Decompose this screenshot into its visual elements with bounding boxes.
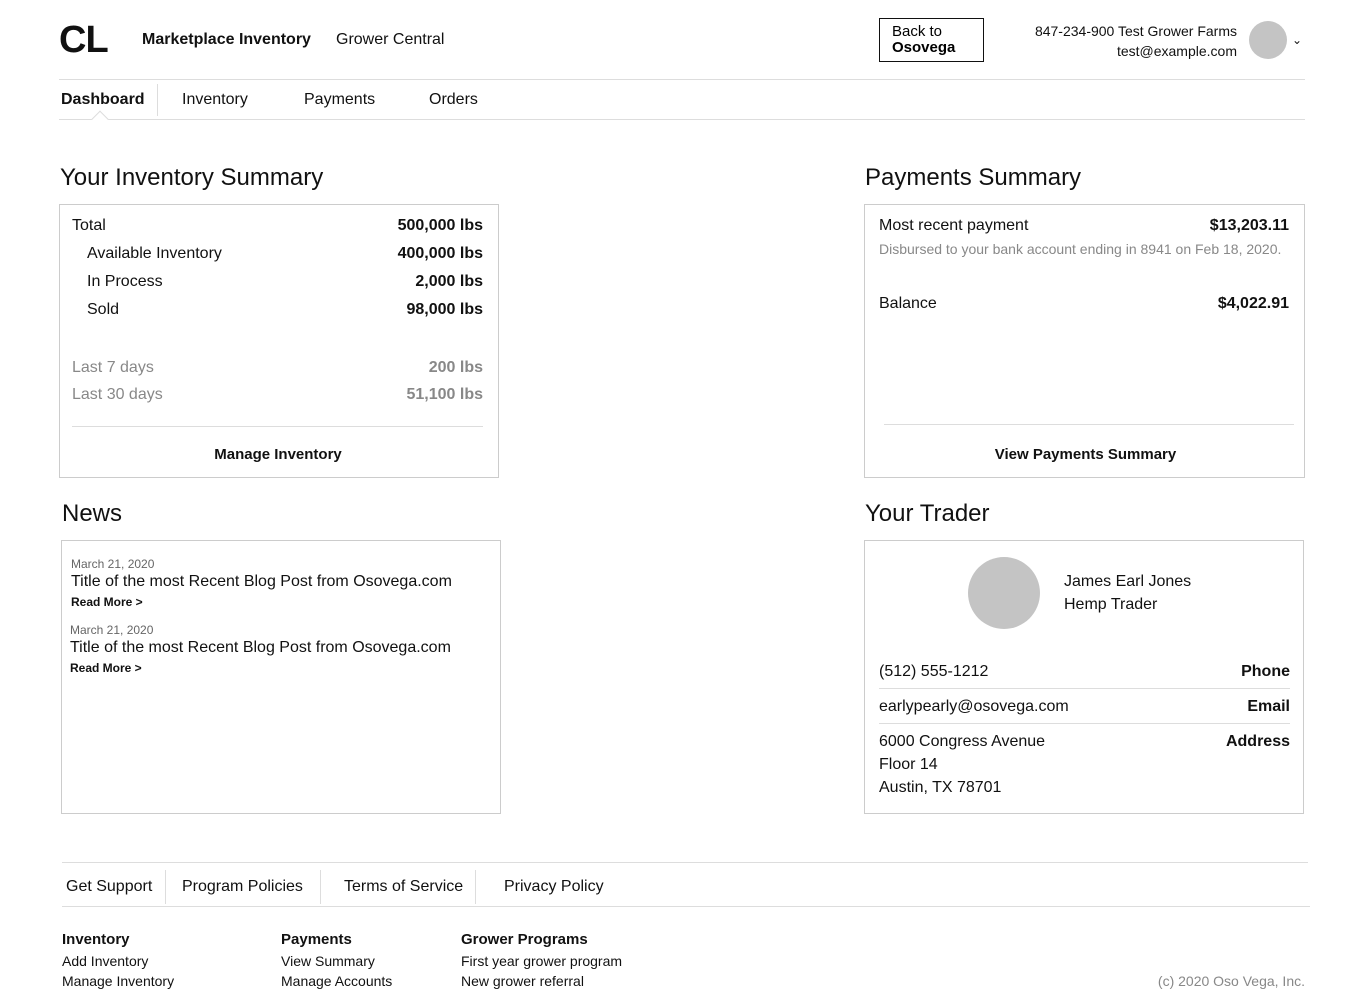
footer-view-summary[interactable]: View Summary [281, 953, 375, 969]
total-label: Total [72, 217, 106, 234]
chevron-down-icon[interactable]: ⌄ [1292, 33, 1303, 47]
footer-privacy-policy[interactable]: Privacy Policy [504, 878, 604, 895]
news-title: News [62, 500, 123, 527]
footer-terms-of-service[interactable]: Terms of Service [344, 878, 464, 895]
in-process-value: 2,000 lbs [415, 273, 483, 290]
read-more-link[interactable]: Read More > [70, 661, 142, 675]
in-process-label: In Process [87, 273, 163, 290]
trader-card [864, 540, 1304, 814]
last-30-days-label: Last 30 days [72, 386, 163, 403]
total-value: 500,000 lbs [397, 217, 483, 234]
footer-col-payments-heading: Payments [281, 931, 352, 948]
view-payments-summary-link[interactable]: View Payments Summary [994, 446, 1177, 463]
trader-phone[interactable]: (512) 555-1212 [879, 663, 989, 680]
footer-col-inventory-heading: Inventory [62, 931, 130, 948]
trader-role: Hemp Trader [1064, 596, 1158, 613]
payments-summary-title: Payments Summary [865, 164, 1082, 191]
balance-label: Balance [879, 295, 937, 312]
copyright: (c) 2020 Oso Vega, Inc. [1157, 973, 1305, 989]
address-label: Address [1225, 733, 1290, 750]
trader-address-line3: Austin, TX 78701 [879, 779, 1002, 796]
tab-separator [157, 84, 158, 116]
news-date: March 21, 2020 [70, 623, 154, 637]
available-inventory-value: 400,000 lbs [397, 245, 483, 262]
account-info [1035, 21, 1237, 61]
tab-dashboard[interactable]: Dashboard [61, 91, 145, 108]
recent-payment-label: Most recent payment [879, 217, 1029, 234]
footer-divider-top [62, 862, 1308, 863]
sold-label: Sold [87, 301, 120, 318]
news-item-title[interactable]: Title of the most Recent Blog Post from Osovega.com [70, 639, 451, 656]
recent-payment-value: $13,203.11 [1209, 217, 1289, 234]
sold-value: 98,000 lbs [406, 301, 483, 318]
footer-separator [165, 870, 166, 904]
logo[interactable]: CL [59, 19, 108, 61]
news-card [61, 540, 501, 814]
footer-manage-inventory[interactable]: Manage Inventory [62, 973, 175, 989]
back-button-line1: Back to [892, 23, 943, 40]
trader-row-divider [879, 723, 1290, 724]
footer-add-inventory[interactable]: Add Inventory [62, 953, 149, 969]
footer-col-grower-programs-heading: Grower Programs [461, 931, 588, 948]
nav-marketplace-inventory[interactable]: Marketplace Inventory [142, 31, 311, 48]
trader-avatar [968, 557, 1040, 629]
footer-divider-bottom [62, 906, 1310, 907]
news-date: March 21, 2020 [71, 557, 155, 571]
footer-new-grower-referral[interactable]: New grower referral [461, 973, 584, 989]
available-inventory-label: Available Inventory [87, 245, 222, 262]
news-item-title[interactable]: Title of the most Recent Blog Post from Osovega.com [71, 573, 452, 590]
tabs-divider [59, 119, 1305, 120]
trader-name: James Earl Jones [1064, 573, 1192, 590]
your-trader-title: Your Trader [865, 500, 990, 527]
last-7-days-value: 200 lbs [428, 359, 483, 376]
account-email: test@example.com [1116, 43, 1237, 59]
user-avatar[interactable] [1249, 21, 1287, 59]
recent-payment-note: Disbursed to your bank account ending in 8941 on Feb 18, 2020. [879, 241, 1282, 257]
footer-program-policies[interactable]: Program Policies [182, 878, 303, 895]
email-label: Email [1247, 698, 1290, 715]
footer-separator [320, 870, 321, 904]
footer-separator [475, 870, 476, 904]
payments-card-divider [884, 424, 1294, 425]
footer-get-support[interactable]: Get Support [66, 878, 153, 895]
footer-manage-accounts[interactable]: Manage Accounts [281, 973, 393, 989]
manage-inventory-link[interactable]: Manage Inventory [214, 446, 342, 463]
trader-row-divider [879, 688, 1290, 689]
payments-summary-card [864, 204, 1305, 478]
tab-orders[interactable]: Orders [429, 91, 478, 108]
phone-label: Phone [1241, 663, 1290, 680]
inventory-summary-card [59, 204, 499, 478]
back-to-osovega-button[interactable] [879, 18, 984, 62]
tab-inventory[interactable]: Inventory [182, 91, 248, 108]
inventory-summary-title: Your Inventory Summary [60, 164, 324, 191]
last-30-days-value: 51,100 lbs [406, 386, 483, 403]
tab-payments[interactable]: Payments [304, 91, 376, 108]
account-name: 847-234-900 Test Grower Farms [1034, 23, 1237, 39]
footer-first-year-grower-program[interactable]: First year grower program [461, 953, 623, 969]
nav-grower-central[interactable]: Grower Central [336, 31, 445, 48]
back-button-line2: Osovega [892, 39, 956, 56]
balance-value: $4,022.91 [1217, 295, 1289, 312]
trader-address-line1: 6000 Congress Avenue [879, 733, 1046, 750]
read-more-link[interactable]: Read More > [71, 595, 143, 609]
active-tab-indicator [92, 111, 109, 128]
trader-address-line2: Floor 14 [879, 756, 938, 773]
trader-email[interactable]: earlypearly@osovega.com [879, 698, 1069, 715]
header-divider [59, 79, 1305, 80]
inventory-card-divider [72, 426, 483, 427]
last-7-days-label: Last 7 days [72, 359, 154, 376]
